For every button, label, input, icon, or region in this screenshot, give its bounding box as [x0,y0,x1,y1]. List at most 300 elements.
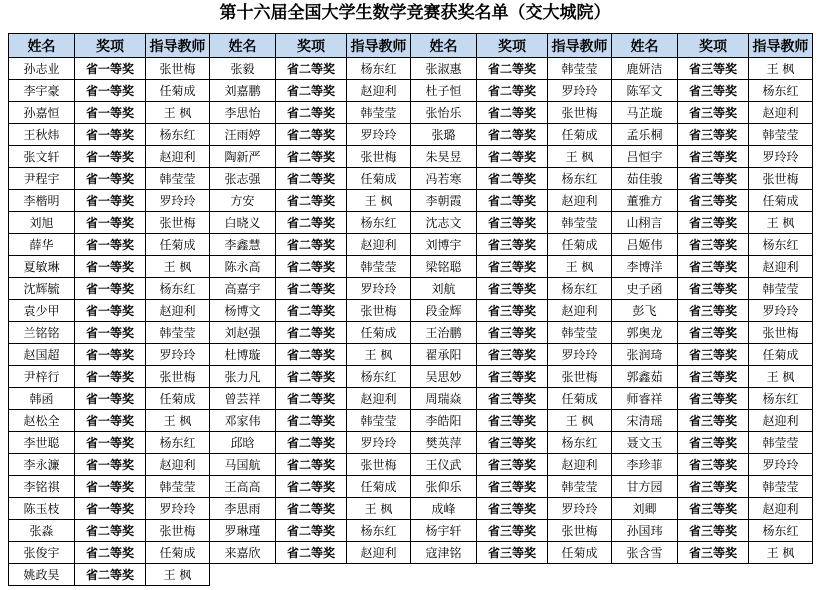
table-row [9,300,813,322]
header-award: 奖项 [276,34,347,58]
student-name-cell: 赵松全 [9,410,75,432]
student-name-cell: 孟乐桐 [612,124,678,146]
teacher-cell: 韩莹莹 [548,322,612,344]
student-name-cell: 李博洋 [612,256,678,278]
student-name-cell: 刘博宇 [411,234,477,256]
teacher-cell: 任菊成 [347,476,411,498]
award-cell: 省一等奖 [75,454,146,476]
teacher-cell: 罗玲玲 [146,498,210,520]
award-cell: 省三等奖 [678,190,749,212]
award-cell: 省一等奖 [75,410,146,432]
table-row [9,102,813,124]
teacher-cell: 罗玲玲 [146,344,210,366]
award-cell: 省一等奖 [75,322,146,344]
teacher-cell: 罗玲玲 [749,300,813,322]
award-cell: 省二等奖 [75,542,146,564]
student-name-cell: 山栩言 [612,212,678,234]
teacher-cell: 杨东红 [749,388,813,410]
teacher-cell: 任菊成 [749,344,813,366]
teacher-cell: 赵迎利 [347,80,411,102]
award-cell: 省三等奖 [678,432,749,454]
student-name-cell: 刘赵强 [210,322,276,344]
teacher-cell: 张世梅 [146,520,210,542]
teacher-cell: 杨东红 [146,278,210,300]
award-cell: 省一等奖 [75,212,146,234]
teacher-cell: 杨东红 [347,366,411,388]
student-name-cell: 袁少甲 [9,300,75,322]
teacher-cell: 韩莹莹 [749,432,813,454]
teacher-cell: 杨东红 [548,278,612,300]
teacher-cell: 赵迎利 [548,190,612,212]
teacher-cell: 杨东红 [347,520,411,542]
teacher-cell: 王 枫 [347,498,411,520]
award-cell: 省三等奖 [678,476,749,498]
teacher-cell: 韩莹莹 [749,476,813,498]
award-cell: 省三等奖 [477,520,548,542]
student-name-cell: 茹佳骏 [612,168,678,190]
table-row [9,542,813,564]
student-name-cell: 甘方园 [612,476,678,498]
student-name-cell: 韩函 [9,388,75,410]
teacher-cell: 王 枫 [146,410,210,432]
student-name-cell: 邱晗 [210,432,276,454]
award-cell: 省二等奖 [276,278,347,300]
teacher-cell: 罗玲玲 [749,146,813,168]
award-cell: 省一等奖 [75,344,146,366]
award-cell: 省三等奖 [477,278,548,300]
student-name-cell: 张力凡 [210,366,276,388]
student-name-cell: 李世聪 [9,432,75,454]
page-title: 第十六届全国大学生数学竞赛获奖名单（交大城院） [219,3,611,23]
student-name-cell: 孙国玮 [612,520,678,542]
teacher-cell: 王 枫 [347,190,411,212]
teacher-cell: 任菊成 [146,388,210,410]
teacher-cell: 张世梅 [347,454,411,476]
teacher-cell: 赵迎利 [749,410,813,432]
award-cell: 省二等奖 [477,102,548,124]
teacher-cell: 韩莹莹 [146,322,210,344]
award-cell: 省二等奖 [276,190,347,212]
award-cell: 省一等奖 [75,256,146,278]
award-cell: 省三等奖 [678,256,749,278]
award-cell: 省三等奖 [678,58,749,80]
award-cell: 省一等奖 [75,58,146,80]
teacher-cell: 张世梅 [548,366,612,388]
student-name-cell: 方安 [210,190,276,212]
teacher-cell: 任菊成 [146,80,210,102]
teacher-cell: 王 枫 [146,256,210,278]
student-name-cell: 董雅方 [612,190,678,212]
teacher-cell: 韩莹莹 [146,168,210,190]
award-cell: 省三等奖 [477,410,548,432]
award-cell: 省二等奖 [276,410,347,432]
teacher-cell: 张世梅 [548,520,612,542]
award-cell: 省三等奖 [678,102,749,124]
teacher-cell: 韩莹莹 [548,58,612,80]
teacher-cell: 韩莹莹 [749,278,813,300]
award-cell: 省二等奖 [276,80,347,102]
award-cell: 省三等奖 [477,234,548,256]
student-name-cell: 张含雪 [612,542,678,564]
student-name-cell: 史子函 [612,278,678,300]
teacher-cell: 任菊成 [146,542,210,564]
student-name-cell: 白晓义 [210,212,276,234]
student-name-cell: 张志强 [210,168,276,190]
teacher-cell: 杨东红 [548,168,612,190]
teacher-cell: 韩莹莹 [749,124,813,146]
student-name-cell: 王秋炜 [9,124,75,146]
header-name: 姓名 [411,34,477,58]
student-name-cell: 冯若寒 [411,168,477,190]
teacher-cell: 杨东红 [146,124,210,146]
teacher-cell: 王 枫 [146,102,210,124]
award-cell: 省一等奖 [75,300,146,322]
award-cell: 省三等奖 [477,300,548,322]
teacher-cell: 张世梅 [146,58,210,80]
teacher-cell: 王 枫 [548,410,612,432]
teacher-cell: 罗玲玲 [347,278,411,300]
student-name-cell: 马国航 [210,454,276,476]
award-cell: 省二等奖 [276,388,347,410]
teacher-cell: 王 枫 [347,344,411,366]
student-name-cell: 师睿祥 [612,388,678,410]
teacher-cell: 赵迎利 [347,542,411,564]
student-name-cell: 姚政昊 [9,564,75,586]
award-cell: 省一等奖 [75,234,146,256]
teacher-cell: 杨东红 [749,520,813,542]
award-cell: 省二等奖 [477,124,548,146]
award-cell: 省二等奖 [75,564,146,586]
award-cell: 省三等奖 [477,476,548,498]
table-row [9,410,813,432]
award-cell: 省三等奖 [477,542,548,564]
award-cell: 省二等奖 [276,234,347,256]
award-cell: 省二等奖 [276,344,347,366]
award-cell: 省三等奖 [477,498,548,520]
award-cell: 省二等奖 [276,366,347,388]
student-name-cell: 高嘉宇 [210,278,276,300]
header-name: 姓名 [210,34,276,58]
award-cell: 省二等奖 [477,58,548,80]
student-name-cell: 王仪武 [411,454,477,476]
header-teacher: 指导教师 [749,34,813,58]
award-cell: 省一等奖 [75,432,146,454]
header-name: 姓名 [9,34,75,58]
award-cell: 省三等奖 [678,542,749,564]
award-cell: 省一等奖 [75,124,146,146]
table-body [9,58,813,586]
student-name-cell: 张怡乐 [411,102,477,124]
student-name-cell: 鹿妍洁 [612,58,678,80]
student-name-cell: 张俊宇 [9,542,75,564]
student-name-cell: 梁铭聪 [411,256,477,278]
teacher-cell: 张世梅 [749,322,813,344]
table-row [9,80,813,102]
teacher-cell: 杨东红 [146,432,210,454]
award-cell: 省一等奖 [75,278,146,300]
table-row [9,58,813,80]
teacher-cell: 韩莹莹 [146,476,210,498]
teacher-cell: 张世梅 [749,168,813,190]
teacher-cell: 赵迎利 [749,498,813,520]
teacher-cell: 赵迎利 [347,388,411,410]
award-cell: 省二等奖 [477,190,548,212]
table-row [9,432,813,454]
teacher-cell: 赵迎利 [548,300,612,322]
award-cell: 省一等奖 [75,190,146,212]
table-row [9,388,813,410]
header-name: 姓名 [612,34,678,58]
award-cell: 省二等奖 [276,520,347,542]
table-row [9,146,813,168]
student-name-cell: 吕恒宇 [612,146,678,168]
teacher-cell: 赵迎利 [548,454,612,476]
teacher-cell: 杨东红 [347,58,411,80]
student-name-cell: 周瑞焱 [411,388,477,410]
student-name-cell: 陈永高 [210,256,276,278]
student-name-cell: 刘卿 [612,498,678,520]
award-cell: 省一等奖 [75,388,146,410]
table-row [9,278,813,300]
student-name-cell: 彭飞 [612,300,678,322]
student-name-cell: 来嘉欣 [210,542,276,564]
award-cell: 省三等奖 [678,344,749,366]
student-name-cell: 邓家伟 [210,410,276,432]
award-cell: 省三等奖 [678,146,749,168]
student-name-cell: 张文轩 [9,146,75,168]
award-cell: 省三等奖 [477,322,548,344]
award-cell: 省二等奖 [276,476,347,498]
student-name-cell: 段金辉 [411,300,477,322]
student-name-cell: 尹程宇 [9,168,75,190]
student-name-cell: 沈辉毓 [9,278,75,300]
teacher-cell: 杨东红 [749,234,813,256]
student-name-cell: 吴思妙 [411,366,477,388]
student-name-cell: 陈玉枝 [9,498,75,520]
student-name-cell: 王治鹏 [411,322,477,344]
student-name-cell: 罗琳瑾 [210,520,276,542]
student-name-cell: 杜子恒 [411,80,477,102]
table-row [9,234,813,256]
award-cell: 省三等奖 [477,366,548,388]
award-cell: 省三等奖 [678,278,749,300]
teacher-cell: 王 枫 [749,366,813,388]
award-cell: 省三等奖 [678,366,749,388]
student-name-cell: 李鑫慧 [210,234,276,256]
table-row [9,366,813,388]
student-name-cell: 张淑惠 [411,58,477,80]
teacher-cell: 王 枫 [548,256,612,278]
teacher-cell: 罗玲玲 [347,432,411,454]
award-cell: 省三等奖 [678,388,749,410]
student-name-cell: 孙志业 [9,58,75,80]
award-cell: 省二等奖 [276,454,347,476]
student-name-cell: 宋清瑶 [612,410,678,432]
teacher-cell: 杨东红 [749,80,813,102]
student-name-cell: 杨宇轩 [411,520,477,542]
teacher-cell: 王 枫 [548,146,612,168]
student-name-cell: 樊英萍 [411,432,477,454]
award-cell: 省二等奖 [477,146,548,168]
student-name-cell: 聂文玉 [612,432,678,454]
teacher-cell: 罗玲玲 [146,190,210,212]
table-row [9,520,813,542]
award-cell: 省二等奖 [276,146,347,168]
award-cell: 省三等奖 [477,344,548,366]
student-name-cell: 刘旭 [9,212,75,234]
student-name-cell: 张仰乐 [411,476,477,498]
award-cell: 省三等奖 [477,432,548,454]
student-name-cell: 薛华 [9,234,75,256]
award-cell: 省三等奖 [678,322,749,344]
award-cell: 省二等奖 [276,498,347,520]
teacher-cell: 任菊成 [347,168,411,190]
table-row [9,256,813,278]
teacher-cell: 杨东红 [548,432,612,454]
student-name-cell: 孙嘉恒 [9,102,75,124]
award-cell: 省二等奖 [276,256,347,278]
student-name-cell: 李珍菲 [612,454,678,476]
award-cell: 省三等奖 [678,168,749,190]
table-row [9,498,813,520]
award-cell: 省二等奖 [276,102,347,124]
award-cell: 省三等奖 [678,124,749,146]
student-name-cell: 李楷明 [9,190,75,212]
student-name-cell: 郭奥龙 [612,322,678,344]
table-row [9,212,813,234]
award-list-table [8,33,813,586]
student-name-cell: 陶新严 [210,146,276,168]
student-name-cell: 张淼 [9,520,75,542]
student-name-cell: 郭鑫茹 [612,366,678,388]
teacher-cell: 罗玲玲 [548,80,612,102]
student-name-cell: 兰铭铭 [9,322,75,344]
award-cell: 省三等奖 [678,212,749,234]
award-cell: 省三等奖 [678,300,749,322]
teacher-cell: 赵迎利 [347,234,411,256]
teacher-cell: 韩莹莹 [548,212,612,234]
teacher-cell: 张世梅 [347,146,411,168]
teacher-cell: 任菊成 [347,322,411,344]
award-cell: 省二等奖 [276,124,347,146]
teacher-cell: 张世梅 [146,212,210,234]
award-cell: 省一等奖 [75,168,146,190]
teacher-cell: 任菊成 [749,190,813,212]
teacher-cell: 罗玲玲 [548,344,612,366]
student-name-cell: 翟承阳 [411,344,477,366]
award-cell: 省二等奖 [276,432,347,454]
student-name-cell: 汪雨婷 [210,124,276,146]
teacher-cell: 罗玲玲 [347,124,411,146]
award-cell: 省三等奖 [477,388,548,410]
student-name-cell: 李思雨 [210,498,276,520]
teacher-cell: 王 枫 [146,564,210,586]
student-name-cell: 李朝霞 [411,190,477,212]
student-name-cell: 夏敏琳 [9,256,75,278]
student-name-cell: 吕姬伟 [612,234,678,256]
student-name-cell: 寇津铭 [411,542,477,564]
award-cell: 省二等奖 [477,168,548,190]
teacher-cell: 赵迎利 [146,300,210,322]
student-name-cell: 杜博璇 [210,344,276,366]
teacher-cell: 王 枫 [749,212,813,234]
header-award: 奖项 [477,34,548,58]
award-cell: 省三等奖 [678,234,749,256]
award-cell: 省三等奖 [678,520,749,542]
award-cell: 省二等奖 [276,212,347,234]
award-cell: 省三等奖 [678,454,749,476]
teacher-cell: 任菊成 [548,388,612,410]
teacher-cell: 赵迎利 [749,102,813,124]
student-name-cell: 李思怡 [210,102,276,124]
student-name-cell: 张璐 [411,124,477,146]
award-cell: 省二等奖 [276,58,347,80]
award-cell: 省一等奖 [75,80,146,102]
teacher-cell: 任菊成 [548,542,612,564]
table-row [9,476,813,498]
table-row [9,344,813,366]
student-name-cell: 尹梓行 [9,366,75,388]
header-teacher: 指导教师 [548,34,612,58]
empty-filler [210,564,813,586]
award-cell: 省二等奖 [477,80,548,102]
table-row [9,124,813,146]
header-award: 奖项 [678,34,749,58]
teacher-cell: 任菊成 [146,234,210,256]
table-row [9,454,813,476]
award-cell: 省二等奖 [276,300,347,322]
student-name-cell: 沈志文 [411,212,477,234]
award-cell: 省二等奖 [75,520,146,542]
header-teacher: 指导教师 [146,34,210,58]
award-cell: 省二等奖 [276,168,347,190]
student-name-cell: 王高高 [210,476,276,498]
teacher-cell: 罗玲玲 [749,454,813,476]
student-name-cell: 李宇豪 [9,80,75,102]
teacher-cell: 王 枫 [749,58,813,80]
award-cell: 省一等奖 [75,146,146,168]
student-name-cell: 成峰 [411,498,477,520]
award-cell: 省三等奖 [678,498,749,520]
award-cell: 省一等奖 [75,498,146,520]
award-cell: 省一等奖 [75,366,146,388]
teacher-cell: 赵迎利 [146,146,210,168]
award-cell: 省二等奖 [276,322,347,344]
table-row [9,168,813,190]
student-name-cell: 李永濂 [9,454,75,476]
teacher-cell: 王 枫 [749,542,813,564]
student-name-cell: 刘航 [411,278,477,300]
teacher-cell: 杨东红 [347,212,411,234]
award-cell: 省三等奖 [678,80,749,102]
teacher-cell: 韩莹莹 [347,410,411,432]
award-cell: 省三等奖 [477,212,548,234]
teacher-cell: 韩莹莹 [548,476,612,498]
student-name-cell: 刘嘉鹏 [210,80,276,102]
award-cell: 省一等奖 [75,102,146,124]
student-name-cell: 曾芸祥 [210,388,276,410]
student-name-cell: 张润琦 [612,344,678,366]
student-name-cell: 马芷璇 [612,102,678,124]
student-name-cell: 杨博文 [210,300,276,322]
header-award: 奖项 [75,34,146,58]
award-cell: 省三等奖 [477,256,548,278]
table-row [9,564,813,586]
header-row [9,34,813,58]
teacher-cell: 赵迎利 [146,454,210,476]
student-name-cell: 陈军文 [612,80,678,102]
student-name-cell: 朱昊昱 [411,146,477,168]
